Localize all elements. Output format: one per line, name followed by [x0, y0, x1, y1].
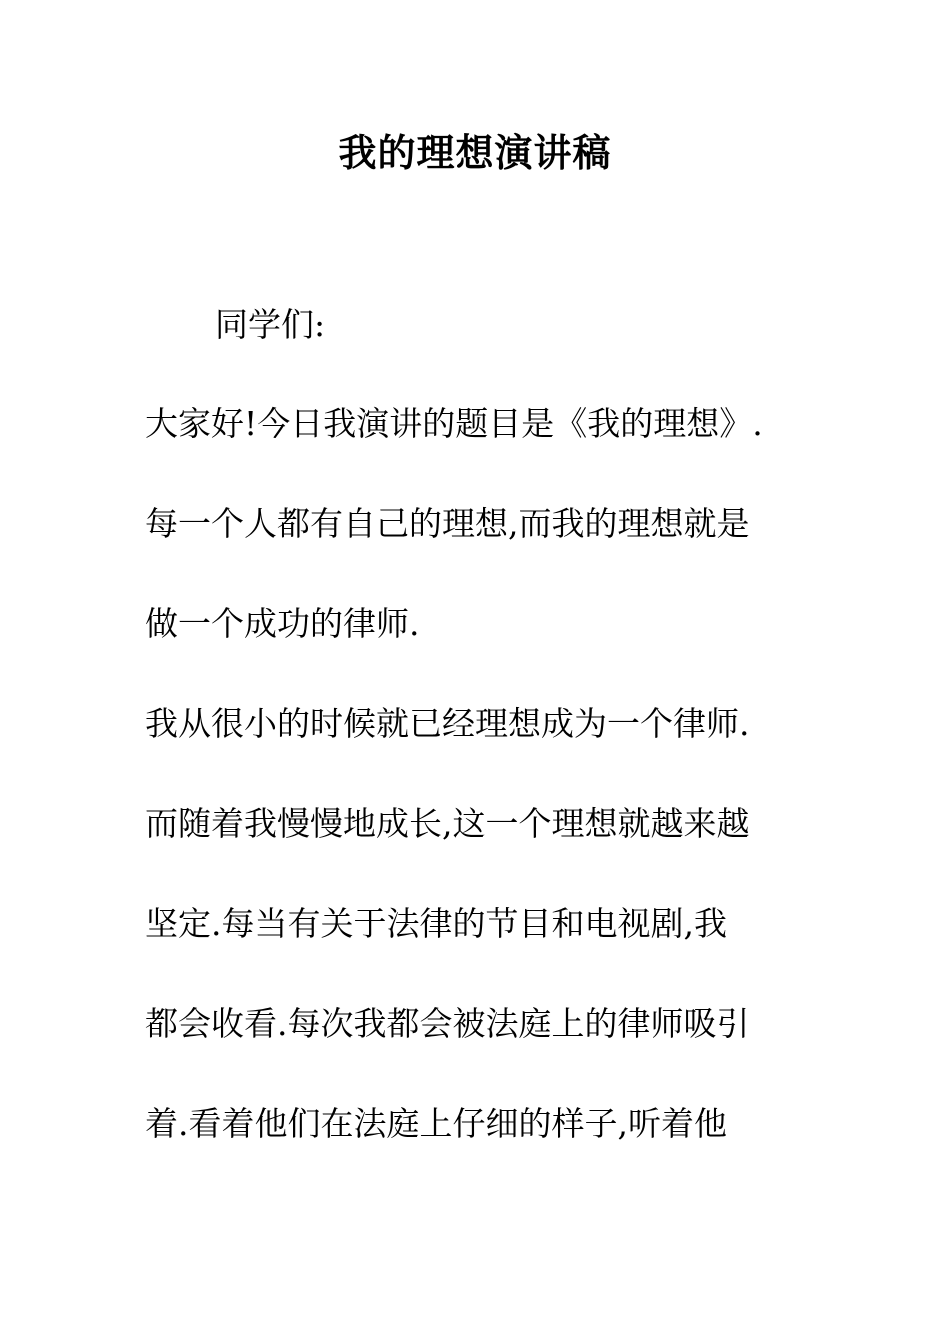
body-text-line: 坚定.每当有关于法律的节目和电视剧,我 [145, 904, 727, 943]
page-title: 我的理想演讲稿 [338, 131, 612, 175]
body-text-line: 而随着我慢慢地成长,这一个理想就越来越 [145, 804, 750, 843]
body-text-line: 都会收看.每次我都会被法庭上的律师吸引 [145, 1004, 750, 1043]
body-text-line: 每一个人都有自己的理想,而我的理想就是 [145, 504, 750, 543]
body-text-line: 做一个成功的律师. [145, 604, 420, 643]
salutation-line: 同学们: [215, 305, 326, 344]
body-text-line: 我从很小的时候就已经理想成为一个律师. [145, 704, 750, 743]
body-text-line: 着.看着他们在法庭上仔细的样子,听着他 [145, 1104, 727, 1143]
body-text-line: 大家好!今日我演讲的题目是《我的理想》. [145, 404, 763, 443]
